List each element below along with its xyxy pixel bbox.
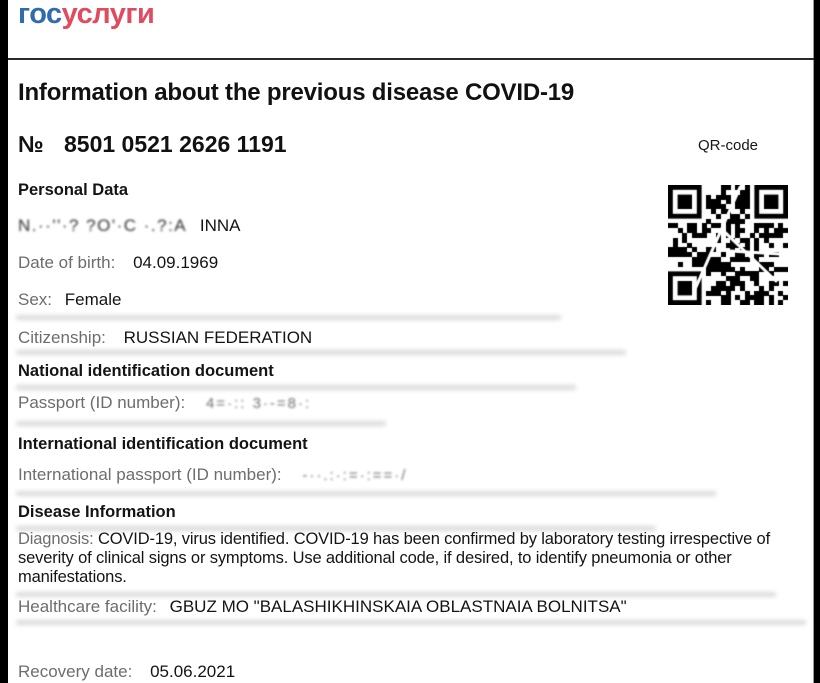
redaction-artifact [16,491,716,496]
redaction-artifact [16,315,561,320]
redaction-artifact [16,526,656,531]
diagnosis-label: Diagnosis: [18,530,94,548]
certificate-number: 8501 0521 2626 1191 [64,131,287,157]
sex-label: Sex: [18,290,53,309]
header-divider [8,58,814,60]
citizenship-row [18,328,312,348]
gosuslugi-logo-red: услуги [61,0,155,30]
gosuslugi-logo-blue: гос [18,0,62,30]
redaction-artifact [16,620,806,625]
number-sign: № [18,131,44,157]
page-title: Information about the previous disease COVID-19 [18,79,575,106]
redaction-artifact [16,421,386,426]
redaction-artifact [16,385,576,390]
passport-number-redacted: 4=·:: 3·-=8·: [205,395,312,412]
recovery-date-label: Recovery date: [18,662,133,681]
redaction-artifact [16,350,626,355]
page-edge-left [0,0,8,683]
sex-row [18,290,121,310]
dob-row [18,253,218,273]
healthcare-facility-row [18,597,627,617]
sex-value: Female [64,290,122,309]
national-id-heading: National identification document [18,362,274,380]
passport-label: Passport (ID number): [18,393,186,412]
qr-code [668,185,788,305]
redaction-artifact [16,592,776,597]
qr-code-label: QR-code [697,137,759,154]
dob-label: Date of birth: [18,253,116,272]
citizenship-value: RUSSIAN FEDERATION [123,328,313,347]
dob-value: 04.09.1969 [133,253,219,272]
recovery-date-row [18,662,235,682]
personal-data-heading: Personal Data [18,181,129,199]
healthcare-facility-value: GBUZ MO "BALASHIKHINSKAIA OBLASTNAIA BOLNITSA" [169,597,627,616]
surname-redacted: N.··''·? ?O'·C ·.?:A [18,216,188,235]
name-row [18,216,241,236]
certificate-number-row [18,131,287,158]
gosuslugi-logo [18,0,154,31]
healthcare-facility-label: Healthcare facility: [18,597,157,616]
diagnosis-paragraph [18,530,812,588]
disease-info-heading: Disease Information [18,503,176,521]
diagnosis-text: COVID-19, virus identified. COVID-19 has been confirmed by laboratory testing irrespective of severity of clinical signs or symptoms. Use additional code, if desired, to identify pneumonia or other manifestations. [18,530,771,587]
recovery-date-value: 05.06.2021 [150,662,236,681]
citizenship-label: Citizenship: [18,328,106,347]
international-id-heading: International identification document [18,435,308,453]
international-passport-row [18,465,407,485]
international-passport-number-redacted: -··.:·:=·:==·/ [302,467,408,484]
page-edge-right [813,0,820,683]
international-passport-label: International passport (ID number): [18,465,282,484]
passport-row [18,393,311,413]
given-name: INNA [199,216,241,235]
